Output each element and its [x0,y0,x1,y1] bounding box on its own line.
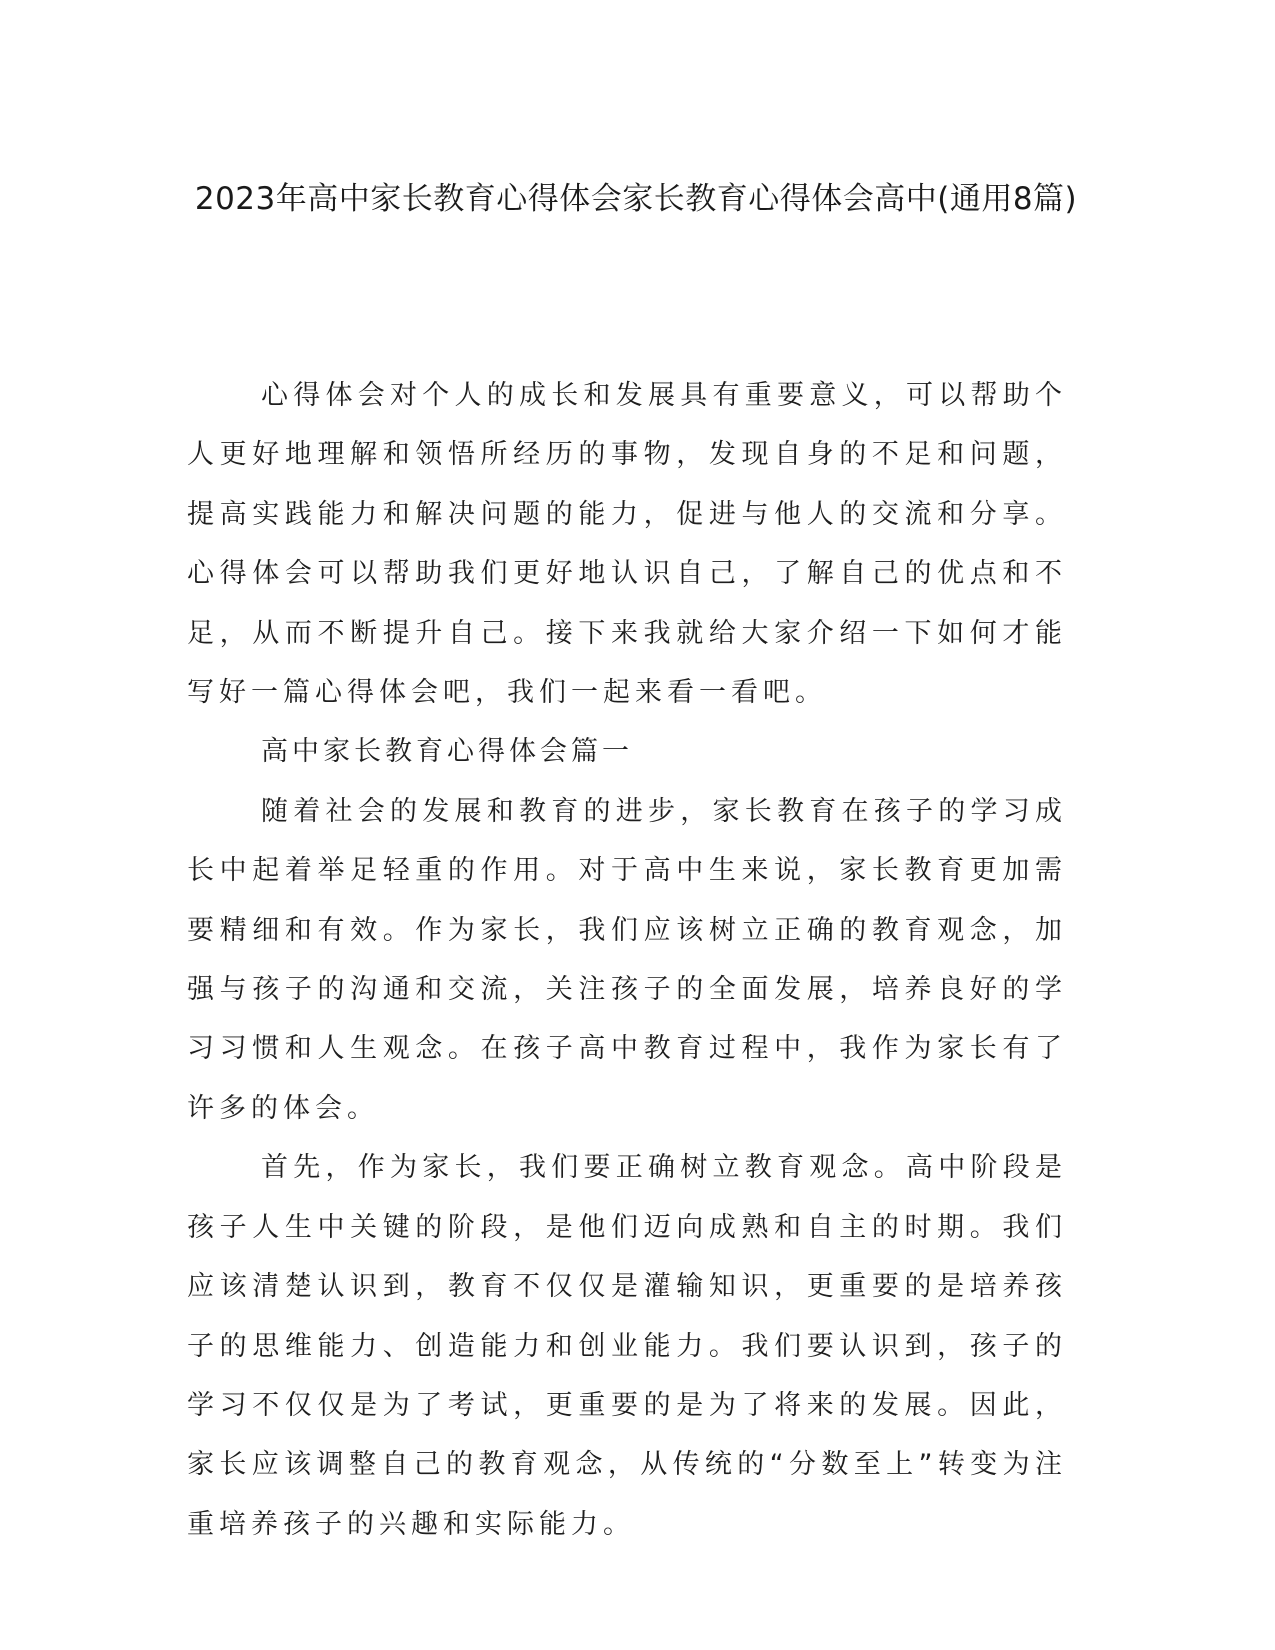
section-heading: 高中家长教育心得体会篇一 [261,736,633,768]
intro-paragraph: 心得体会对个人的成长和发展具有重要意义，可以帮助个人更好地理解和领悟所经历的事物，发现自身的不足和问题，提高实践能力和解决问题的能力，促进与他人的交流和分享。心得体会可以帮助我们更好地认识自己，了解自己的优点和不足，从而不断提升自己。接下来我就给大家介绍一下如何才能写好一篇心得体会吧，我们一起来看一看吧。 [187,380,1067,709]
document-body [187,366,1067,1554]
document-title: 2023年高中家长教育心得体会家长教育心得体会高中(通用8篇) [194,181,1078,217]
section-paragraph-2: 首先，作为家长，我们要正确树立教育观念。高中阶段是孩子人生中关键的阶段，是他们迈向成熟和自主的时期。我们应该清楚认识到，教育不仅仅是灌输知识，更重要的是培养孩子的思维能力、创造能力和创业能力。我们要认识到，孩子的学习不仅仅是为了考试，更重要的是为了将来的发展。因此，家长应该调整自己的教育观念，从传统的“分数至上”转变为注重培养孩子的兴趣和实际能力。 [187,1152,1067,1540]
section-paragraph-1: 随着社会的发展和教育的进步，家长教育在孩子的学习成长中起着举足轻重的作用。对于高中生来说，家长教育更加需要精细和有效。作为家长，我们应该树立正确的教育观念，加强与孩子的沟通和交流，关注孩子的全面发展，培养良好的学习习惯和人生观念。在孩子高中教育过程中，我作为家长有了许多的体会。 [187,795,1067,1124]
